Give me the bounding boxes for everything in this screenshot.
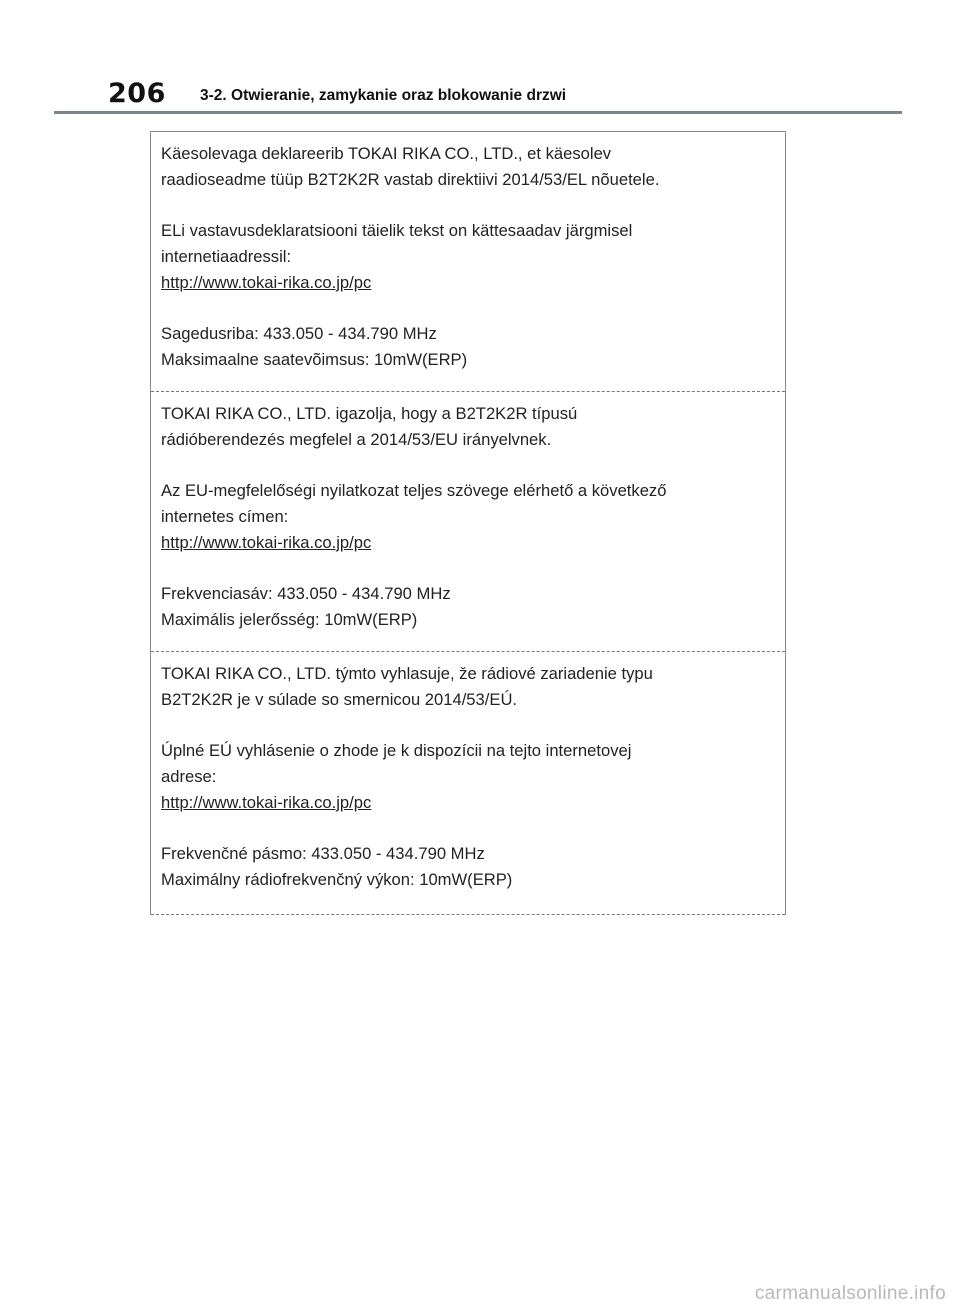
declaration-line: rádióberendezés megfelel a 2014/53/EU irányelvnek. (161, 430, 552, 449)
page-number: 206 (108, 78, 166, 109)
declaration-url-link[interactable]: http://www.tokai-rika.co.jp/pc (161, 273, 372, 292)
availability-line: Úplné EÚ vyhlásenie o zhode je k dispozícii na tejto internetovej (161, 741, 632, 760)
declaration-url-link[interactable]: http://www.tokai-rika.co.jp/pc (161, 793, 372, 812)
declaration-line: Käesolevaga deklareerib TOKAI RIKA CO., LTD., et käesolev (161, 144, 612, 163)
header-rule (54, 111, 902, 114)
frequency-band-text: Frekvenciasáv: 433.050 - 434.790 MHz (161, 584, 451, 603)
frequency-band-text: Frekvenčné pásmo: 433.050 - 434.790 MHz (161, 844, 485, 863)
frequency-band-text: Sagedusriba: 433.050 - 434.790 MHz (161, 324, 437, 343)
availability-line: Az EU-megfelelőségi nyilatkozat teljes szövege elérhető a következő (161, 481, 667, 500)
paragraph-gap (161, 193, 755, 218)
paragraph-gap (161, 556, 755, 581)
declaration-line: B2T2K2R je v súlade so smernicou 2014/53/EÚ. (161, 690, 518, 709)
declaration-line: raadioseadme tüüp B2T2K2R vastab direktiivi 2014/53/EL nõuetele. (161, 170, 660, 189)
compliance-section-hungarian (151, 392, 785, 652)
declaration-url-link[interactable]: http://www.tokai-rika.co.jp/pc (161, 533, 372, 552)
availability-line: internetes címen: (161, 507, 289, 526)
compliance-section-slovak (151, 652, 785, 915)
compliance-section-estonian (151, 132, 785, 392)
paragraph-gap (161, 816, 755, 841)
page-header (0, 0, 960, 118)
declaration-line: TOKAI RIKA CO., LTD. igazolja, hogy a B2T2K2R típusú (161, 404, 578, 423)
declaration-line: TOKAI RIKA CO., LTD. týmto vyhlasuje, že rádiové zariadenie typu (161, 664, 653, 683)
availability-line: ELi vastavusdeklaratsiooni täielik tekst on kättesaadav järgmisel (161, 221, 633, 240)
paragraph-gap (161, 296, 755, 321)
paragraph-gap (161, 453, 755, 478)
availability-line: adrese: (161, 767, 217, 786)
paragraph-gap (161, 713, 755, 738)
max-power-text: Maksimaalne saatevõimsus: 10mW(ERP) (161, 350, 468, 369)
availability-line: internetiaadressil: (161, 247, 292, 266)
site-watermark: carmanualsonline.info (754, 1283, 946, 1304)
max-power-text: Maximálny rádiofrekvenčný výkon: 10mW(ERP) (161, 870, 513, 889)
compliance-notice-box (150, 131, 786, 915)
section-title: 3-2. Otwieranie, zamykanie oraz blokowanie drzwi (200, 87, 567, 104)
max-power-text: Maximális jelerősség: 10mW(ERP) (161, 610, 418, 629)
